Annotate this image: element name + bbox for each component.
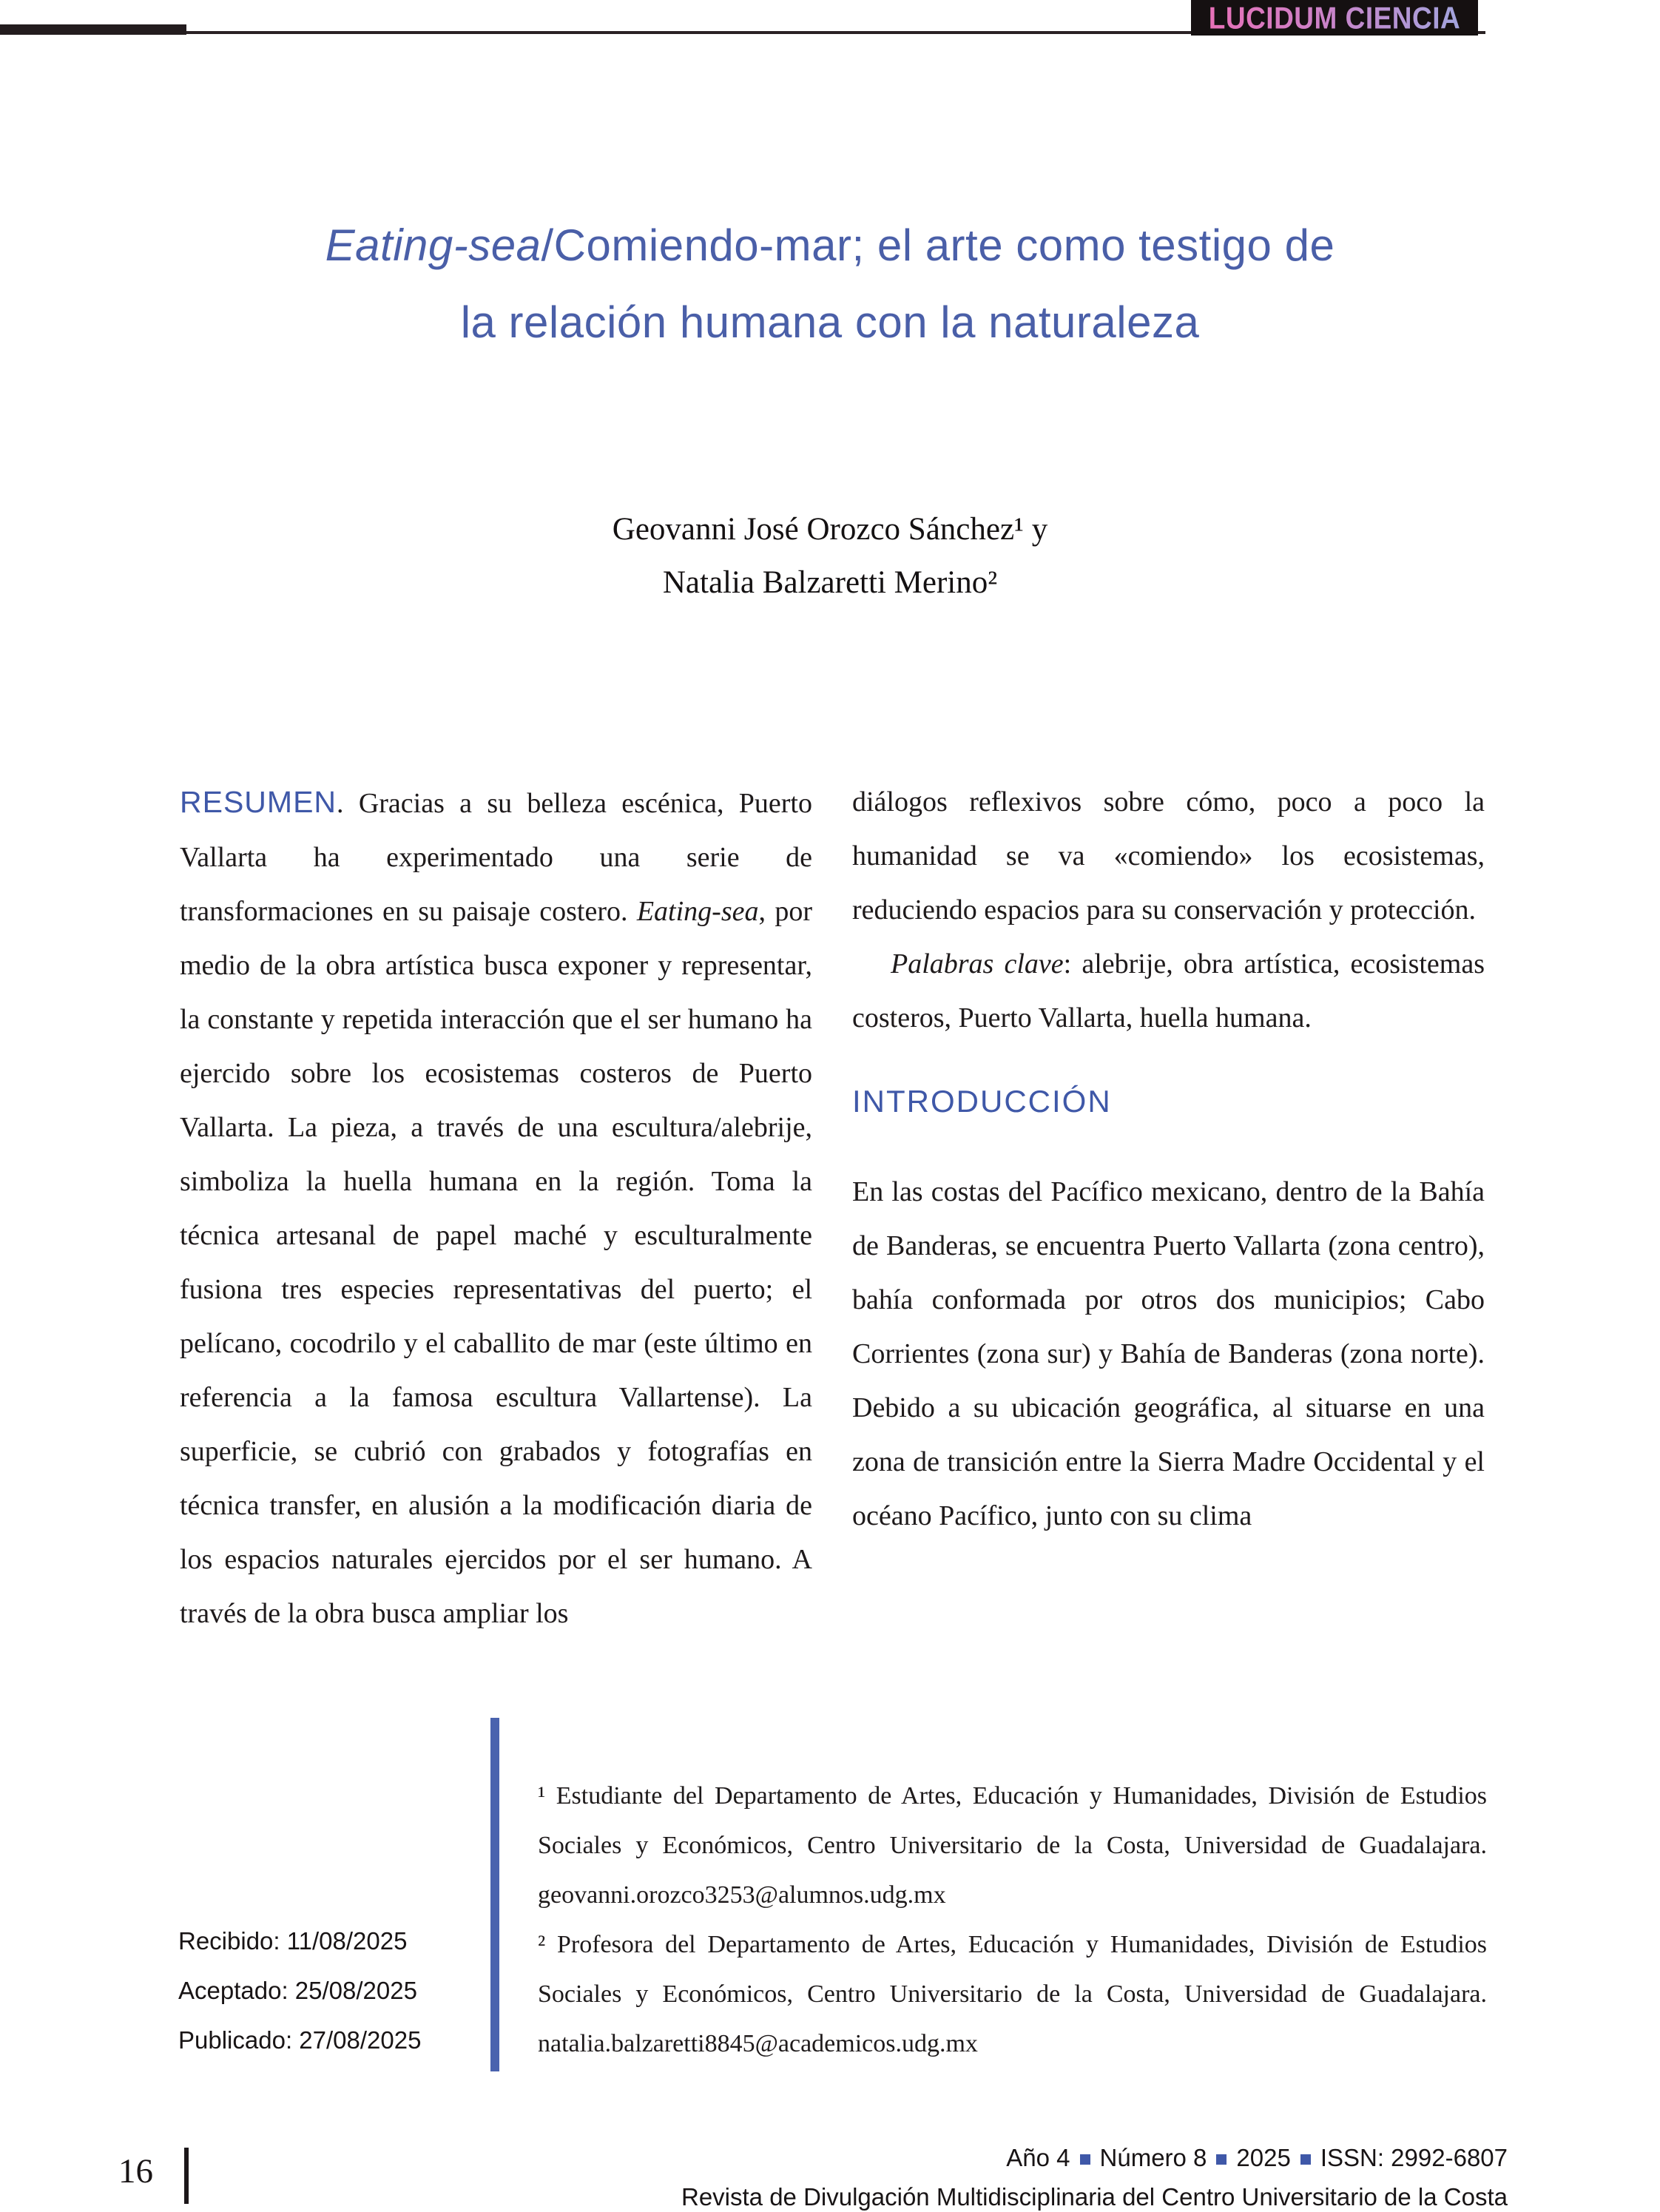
dates-block	[178, 1916, 421, 2065]
separator-square	[1216, 2154, 1227, 2165]
right-column	[852, 775, 1485, 1543]
issue-meta-line	[681, 2138, 1508, 2177]
header-rule-thick	[0, 24, 186, 35]
abstract-continuation: diálogos reflexivos sobre cómo, poco a poco la humanidad se va «comiendo» los ecosistemas, reduciendo espacios para su conservación y protección.	[852, 786, 1485, 925]
footer-divider-bar	[184, 2148, 189, 2204]
article-title	[0, 207, 1660, 361]
abstract-paragraph	[180, 775, 812, 1641]
author-line-1: Geovanni José Orozco Sánchez¹ y	[612, 512, 1048, 547]
footnote-1: ¹ Estudiante del Departamento de Artes, Educación y Humanidades, División de Estudios Sociales y Económicos, Centro Universitario de la Costa, Universidad de Guadalajara. geovanni.orozco3253@alumnos.udg.mx	[538, 1782, 1487, 1909]
title-line-2: la relación humana con la naturaleza	[460, 297, 1200, 348]
issue-number: Número 8	[1099, 2144, 1207, 2171]
abstract-text-before: . Gracias a su belleza escénica, Puerto Vallarta ha experimentado una serie de transformaciones en su paisaje costero.	[180, 788, 812, 927]
title-italic-term: Eating-sea	[325, 220, 541, 271]
title-line-1	[325, 220, 1335, 270]
footnote-divider-bar	[490, 1718, 499, 2071]
published-date: Publicado: 27/08/2025	[178, 2026, 422, 2054]
keywords-label: Palabras clave	[891, 948, 1064, 979]
separator-square	[1080, 2154, 1090, 2165]
journal-logo	[1191, 0, 1478, 36]
received-date: Recibido: 11/08/2025	[178, 1927, 408, 1955]
footnotes-block	[538, 1771, 1487, 2068]
abstract-italic-term: Eating-sea	[636, 896, 759, 927]
section-heading-introduccion: INTRODUCCIÓN	[852, 1084, 1112, 1119]
abstract-label: RESUMEN	[180, 785, 337, 819]
keywords-paragraph	[852, 937, 1485, 1045]
accepted-date: Aceptado: 25/08/2025	[178, 1977, 417, 2004]
issue-year: Año 4	[1006, 2144, 1070, 2171]
footnote-2: ² Profesora del Departamento de Artes, Educación y Humanidades, División de Estudios Sociales y Económicos, Centro Universitario de la Costa, Universidad de Guadalajara. natalia.balzaretti8845@academicos.udg.mx	[538, 1931, 1487, 2057]
authors	[0, 503, 1660, 610]
separator-square	[1300, 2154, 1311, 2165]
issue-issn: ISSN: 2992-6807	[1320, 2144, 1508, 2171]
abstract-text-after: , por medio de la obra artística busca exponer y representar, la constante y repetida interacción que el ser humano ha ejercido sobre los ecosistemas costeros de Puerto Vallarta. La pieza, a través de una escultura/alebrije, simboliza la huella humana en la región. Toma la técnica artesanal de papel maché y esculturalmente fusiona tres especies representativas del puerto; el pelícano, cocodrilo y el caballito de mar (este último en referencia a la famosa escultura Vallartense). La superficie, se cubrió con grabados y fotografías en técnica transfer, en alusión a la modificación diaria de los espacios naturales ejercidos por el ser humano. A través de la obra busca ampliar los	[180, 896, 812, 1629]
journal-logo-text: LUCIDUM CIENCIA	[1208, 1, 1461, 35]
title-line-1-rest: /Comiendo-mar; el arte como testigo de	[541, 220, 1335, 271]
introduction-paragraph: En las costas del Pacífico mexicano, dentro de la Bahía de Banderas, se encuentra Puerto Vallarta (zona centro), bahía conformada por otros dos municipios; Cabo Corrientes (zona sur) y Bahía de Banderas (zona norte). Debido a su ubicación geográfica, al situarse en una zona de transición entre la Sierra Madre Occidental y el océano Pacífico, junto con su clima	[852, 1176, 1485, 1531]
page-number: 16	[118, 2152, 153, 2191]
journal-name-line: Revista de Divulgación Multidisciplinaria del Centro Universitario de la Costa	[681, 2183, 1508, 2211]
author-line-2: Natalia Balzaretti Merino²	[662, 565, 998, 600]
keywords-text: : alebrije, obra artística, ecosistemas costeros, Puerto Vallarta, huella humana.	[852, 948, 1485, 1033]
issue-date: 2025	[1236, 2144, 1291, 2171]
abstract-column	[180, 775, 812, 1641]
footer-meta	[681, 2138, 1508, 2212]
